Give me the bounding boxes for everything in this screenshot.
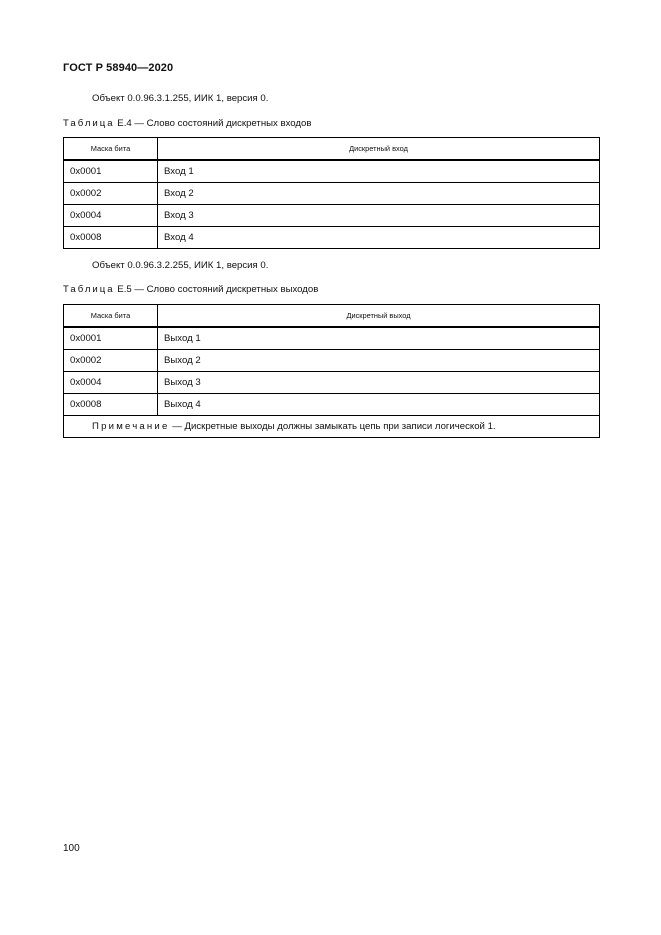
column-header-bit-mask: Маска бита (64, 138, 158, 161)
table-row (64, 350, 600, 372)
table-header-row (64, 305, 600, 328)
table-header-row (64, 138, 600, 161)
table-e5-discrete-outputs (63, 304, 600, 438)
note-text: — Дискретные выходы должны замыкать цепь при записи логической 1. (172, 421, 496, 432)
output-name-cell: Выход 4 (158, 394, 600, 416)
bit-mask-cell: 0x0001 (64, 160, 158, 183)
bit-mask-cell: 0x0001 (64, 327, 158, 350)
bit-mask-cell: 0x0002 (64, 350, 158, 372)
note-prefix: Примечание (92, 421, 170, 432)
table-caption-prefix: Таблица (63, 284, 115, 295)
bit-mask-cell: 0x0004 (64, 205, 158, 227)
output-name-cell: Выход 1 (158, 327, 600, 350)
bit-mask-cell: 0x0004 (64, 372, 158, 394)
table-row (64, 327, 600, 350)
input-name-cell: Вход 2 (158, 183, 600, 205)
table-row (64, 205, 600, 227)
table-note-row (64, 416, 600, 438)
input-name-cell: Вход 1 (158, 160, 600, 183)
bit-mask-cell: 0x0008 (64, 394, 158, 416)
object-line-e4: Объект 0.0.96.3.1.255, ИИК 1, версия 0. (92, 93, 269, 104)
table-caption-e5 (63, 284, 318, 295)
bit-mask-cell: 0x0002 (64, 183, 158, 205)
table-row (64, 227, 600, 249)
column-header-discrete-output: Дискретный выход (158, 305, 600, 328)
input-name-cell: Вход 3 (158, 205, 600, 227)
table-caption-text: Е.5 — Слово состояний дискретных выходов (117, 284, 319, 295)
column-header-bit-mask: Маска бита (64, 305, 158, 328)
table-row (64, 160, 600, 183)
table-row (64, 183, 600, 205)
bit-mask-cell: 0x0008 (64, 227, 158, 249)
page-number: 100 (63, 843, 80, 854)
table-note (64, 416, 600, 438)
table-e4-discrete-inputs (63, 137, 600, 249)
input-name-cell: Вход 4 (158, 227, 600, 249)
table-caption-text: Е.4 — Слово состояний дискретных входов (117, 118, 312, 129)
table-caption-e4 (63, 118, 311, 129)
table-row (64, 394, 600, 416)
output-name-cell: Выход 2 (158, 350, 600, 372)
output-name-cell: Выход 3 (158, 372, 600, 394)
document-standard-header: ГОСТ Р 58940—2020 (63, 62, 174, 74)
table-caption-prefix: Таблица (63, 118, 115, 129)
object-line-e5: Объект 0.0.96.3.2.255, ИИК 1, версия 0. (92, 260, 269, 271)
column-header-discrete-input: Дискретный вход (158, 138, 600, 161)
table-row (64, 372, 600, 394)
